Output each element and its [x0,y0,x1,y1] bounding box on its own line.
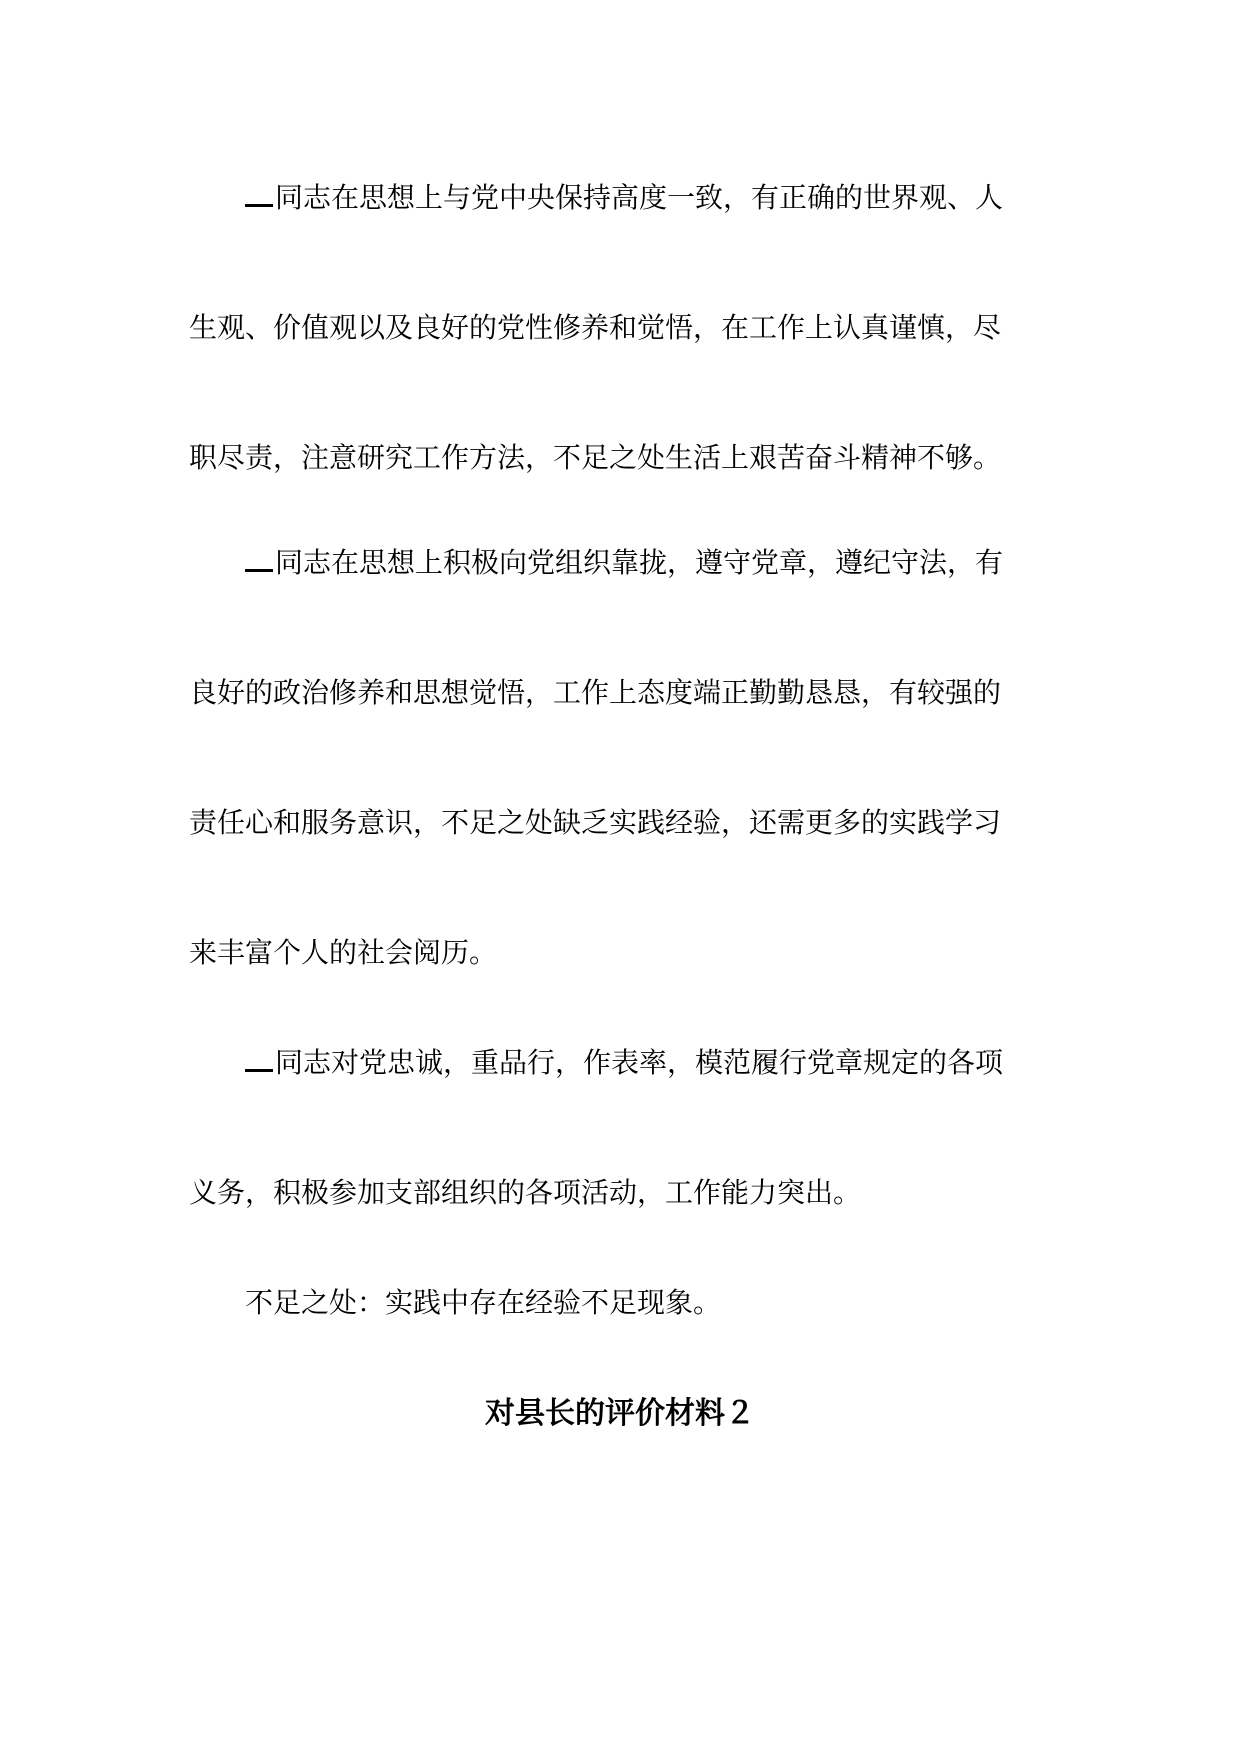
paragraph-1-line-3: 职尽责，注意研究工作方法，不足之处生活上艰苦奋斗精神不够。 [189,441,1002,474]
paragraph-1-line-2: 生观、价值观以及良好的党性修养和觉悟，在工作上认真谨慎，尽 [189,311,1002,344]
paragraph-3-line-2: 义务，积极参加支部组织的各项活动，工作能力突出。 [189,1176,862,1209]
paragraph-2-line-4: 来丰富个人的社会阅历。 [189,936,498,969]
section-heading: 对县长的评价材料２ [485,1396,755,1431]
paragraph-text: 同志对党忠诚，重品行，作表率，模范履行党章规定的各项 [275,1046,1004,1079]
paragraph-3-line-1 [245,1043,1105,1083]
paragraph-text: 同志在思想上与党中央保持高度一致，有正确的世界观、人 [275,181,1004,214]
paragraph-2-line-3: 责任心和服务意识，不足之处缺乏实践经验，还需更多的实践学习 [189,806,1002,839]
paragraph-1-line-1 [245,178,1105,218]
paragraph-4-line-1: 不足之处：实践中存在经验不足现象。 [245,1286,722,1319]
name-blank [245,547,273,572]
paragraph-2-line-1 [245,543,1105,583]
name-blank [245,182,273,207]
paragraph-text: 同志在思想上积极向党组织靠拢，遵守党章，遵纪守法，有 [275,546,1004,579]
name-blank [245,1047,273,1072]
paragraph-2-line-2: 良好的政治修养和思想觉悟，工作上态度端正勤勤恳恳，有较强的 [189,676,1002,709]
